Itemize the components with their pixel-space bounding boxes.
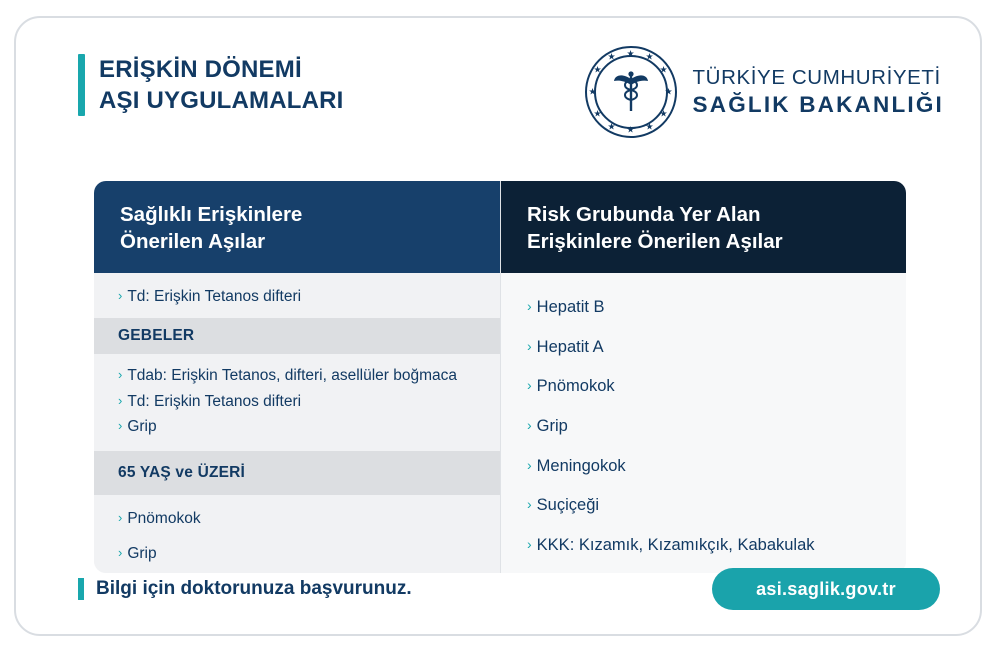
chevron-right-icon: ›	[527, 377, 532, 394]
title-line-2: AŞI UYGULAMALARI	[99, 87, 344, 114]
chevron-right-icon: ›	[527, 535, 532, 552]
list-item-label: Hepatit B	[536, 298, 605, 316]
list-item	[527, 337, 880, 358]
list-65-and-over	[94, 495, 500, 574]
page-title	[78, 54, 344, 116]
subhead-pregnant: GEBELER	[94, 318, 500, 354]
card-footer	[16, 568, 980, 634]
list-item-label: Pnömokok	[536, 377, 615, 396]
subhead-65-and-over: 65 YAŞ ve ÜZERİ	[94, 451, 500, 495]
title-text	[99, 54, 344, 116]
list-item-label: Td: Erişkin Tetanos difteri	[127, 392, 302, 410]
list-item	[118, 287, 476, 306]
panel-right-head-line-1: Risk Grubunda Yer Alan	[527, 203, 761, 226]
info-card	[14, 16, 982, 636]
chevron-right-icon: ›	[527, 337, 532, 354]
panel-healthy-adults	[94, 181, 500, 573]
panel-risk-group-header	[501, 181, 906, 273]
panel-risk-group	[500, 181, 906, 573]
list-item-label: Tdab: Erişkin Tetanos, difteri, asellüler boğmaca	[127, 367, 458, 385]
list-item-label: Grip	[536, 416, 568, 435]
panel-left-head-line-2: Önerilen Aşılar	[120, 230, 266, 253]
panel-healthy-adults-header	[94, 181, 500, 273]
panel-left-head-line-1: Sağlıklı Erişkinlere	[120, 203, 303, 226]
list-item-label: Meningokok	[536, 456, 626, 475]
list-item	[118, 509, 476, 528]
vaccine-panels	[94, 181, 906, 573]
website-url-button[interactable]: asi.saglik.gov.tr	[712, 568, 940, 610]
list-item	[527, 297, 880, 318]
chevron-right-icon: ›	[527, 456, 532, 473]
list-item	[118, 366, 476, 385]
list-item	[527, 416, 880, 437]
list-risk-group	[501, 273, 906, 555]
list-item	[527, 456, 880, 477]
list-item	[118, 417, 476, 436]
footer-note-text: Bilgi için doktorunuza başvurunuz.	[96, 578, 412, 599]
list-pregnant	[94, 354, 500, 450]
chevron-right-icon: ›	[527, 416, 532, 433]
list-item-label: Td: Erişkin Tetanos difteri	[127, 288, 302, 305]
list-item	[527, 495, 880, 516]
ministry-logo	[585, 46, 944, 138]
list-item	[118, 392, 476, 411]
list-item-label: Grip	[127, 418, 157, 436]
chevron-right-icon: ›	[118, 418, 123, 434]
title-line-1: ERİŞKİN DÖNEMİ	[99, 56, 302, 83]
card-header	[16, 18, 980, 150]
footer-accent-bar	[78, 578, 84, 600]
chevron-right-icon: ›	[118, 544, 123, 560]
panel-healthy-adults-body	[94, 273, 500, 573]
list-item-label: Pnömokok	[127, 509, 201, 527]
caduceus-emblem-icon: ★ ★ ★ ★ ★ ★ ★ ★ ★ ★ ★ ★	[585, 46, 677, 138]
list-item-label: Hepatit A	[536, 337, 604, 356]
list-item	[527, 535, 880, 556]
chevron-right-icon: ›	[118, 288, 123, 303]
ministry-country-line: TÜRKİYE CUMHURİYETİ	[692, 66, 941, 90]
chevron-right-icon: ›	[527, 496, 532, 513]
chevron-right-icon: ›	[118, 367, 123, 383]
footer-note	[78, 578, 412, 600]
list-item-label: KKK: Kızamık, Kızamıkçık, Kabakulak	[536, 535, 815, 554]
list-item	[527, 376, 880, 397]
title-accent-bar	[78, 54, 85, 116]
chevron-right-icon: ›	[118, 509, 123, 525]
panel-right-head-line-2: Erişkinlere Önerilen Aşılar	[527, 230, 783, 253]
ministry-logo-text	[693, 65, 944, 119]
list-item-label: Grip	[127, 544, 157, 562]
list-item-label: Suçiçeği	[536, 496, 600, 515]
chevron-right-icon: ›	[118, 392, 123, 408]
list-general	[94, 273, 500, 318]
ministry-name-line: SAĞLIK BAKANLIĞI	[692, 91, 944, 117]
caduceus-icon	[611, 69, 651, 115]
chevron-right-icon: ›	[527, 298, 532, 314]
list-item	[118, 544, 476, 563]
